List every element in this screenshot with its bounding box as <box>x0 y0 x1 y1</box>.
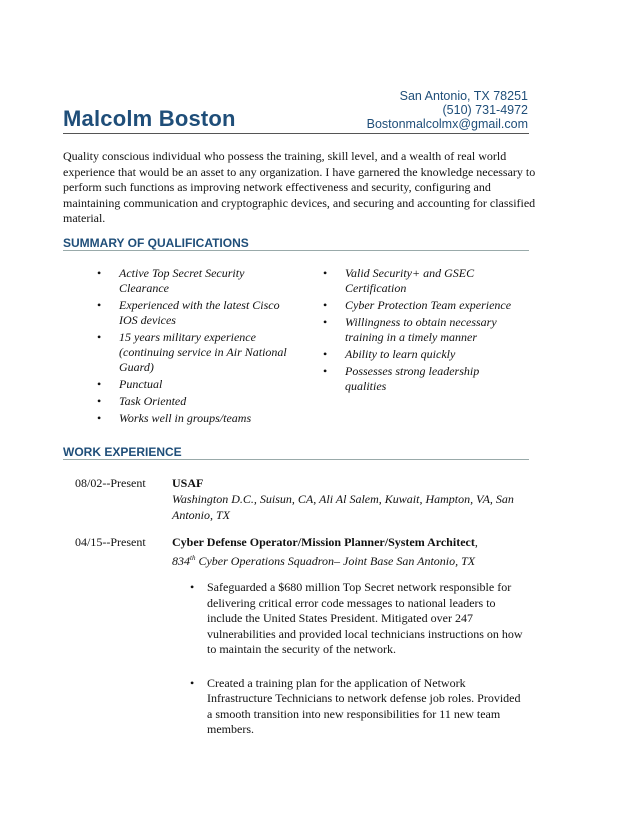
contact-block <box>367 89 528 131</box>
qualification-item: • Valid Security+ and GSEC Certification <box>323 266 523 296</box>
job-title <box>172 535 478 550</box>
experience-heading: WORK EXPERIENCE <box>63 445 182 459</box>
unit-text: Cyber Operations Squadron– Joint Base San Antonio, TX <box>195 554 476 568</box>
header-divider <box>63 133 529 134</box>
experience-divider <box>63 459 529 460</box>
job-duties-list <box>190 580 525 756</box>
job-dates: 04/15--Present <box>75 535 146 549</box>
qualifications-heading: SUMMARY OF QUALIFICATIONS <box>63 236 249 250</box>
unit-ordinal: th <box>190 554 196 562</box>
job-organization: USAF <box>172 476 204 490</box>
duty-item: • Created a training plan for the application of Network Infrastructure Technicians to network defense job roles. Provided a smooth transition into new responsibilities for 11 new team members. <box>190 676 525 738</box>
qualification-item: • Willingness to obtain necessary training in a timely manner <box>323 315 523 345</box>
job-location: Washington D.C., Suisun, CA, Ali Al Salem, Kuwait, Hampton, VA, San Antonio, TX <box>172 492 514 522</box>
contact-email[interactable]: Bostonmalcolmx@gmail.com <box>366 117 528 131</box>
qualification-item: • 15 years military experience (continuing service in Air National Guard) <box>97 330 287 375</box>
qualifications-right-list <box>323 266 523 396</box>
job-dates: 08/02--Present <box>75 476 146 490</box>
qualification-item: • Cyber Protection Team experience <box>323 298 523 313</box>
qualification-item: • Punctual <box>97 377 287 392</box>
profile-summary: Quality conscious individual who possess the training, skill level, and a wealth of real world experience that would be an asset to any organization. I have garnered the knowledge necessary to perform such functions as improving network effectiveness and security, configuring and maintaining communication and cryptographic devices, and securing and accounting for classified material. <box>63 149 536 225</box>
contact-city: San Antonio, TX 78251 <box>399 89 528 103</box>
contact-phone: (510) 731-4972 <box>442 103 528 117</box>
qualification-item: • Active Top Secret Security Clearance <box>97 266 287 296</box>
qualifications-divider <box>63 250 529 251</box>
qualification-item: • Works well in groups/teams <box>97 411 287 426</box>
job-unit <box>172 550 542 569</box>
unit-number: 834 <box>172 554 190 568</box>
job-title-comma: , <box>474 535 478 549</box>
duty-item: • Safeguarded a $680 million Top Secret network responsible for delivering critical error code messages to national leaders to include the United States President. Mitigated over 247 vulnerabilities and provided local technicians instructions on how to maintain the security of the network. <box>190 580 525 658</box>
job-title-text: Cyber Defense Operator/Mission Planner/System Architect <box>172 535 475 549</box>
qualification-item: • Ability to learn quickly <box>323 347 523 362</box>
qualification-item: • Experienced with the latest Cisco IOS devices <box>97 298 287 328</box>
qualifications-left-list <box>97 266 287 428</box>
candidate-name: Malcolm Boston <box>63 106 236 131</box>
qualification-item: • Possesses strong leadership qualities <box>323 364 523 394</box>
qualification-item: • Task Oriented <box>97 394 287 409</box>
